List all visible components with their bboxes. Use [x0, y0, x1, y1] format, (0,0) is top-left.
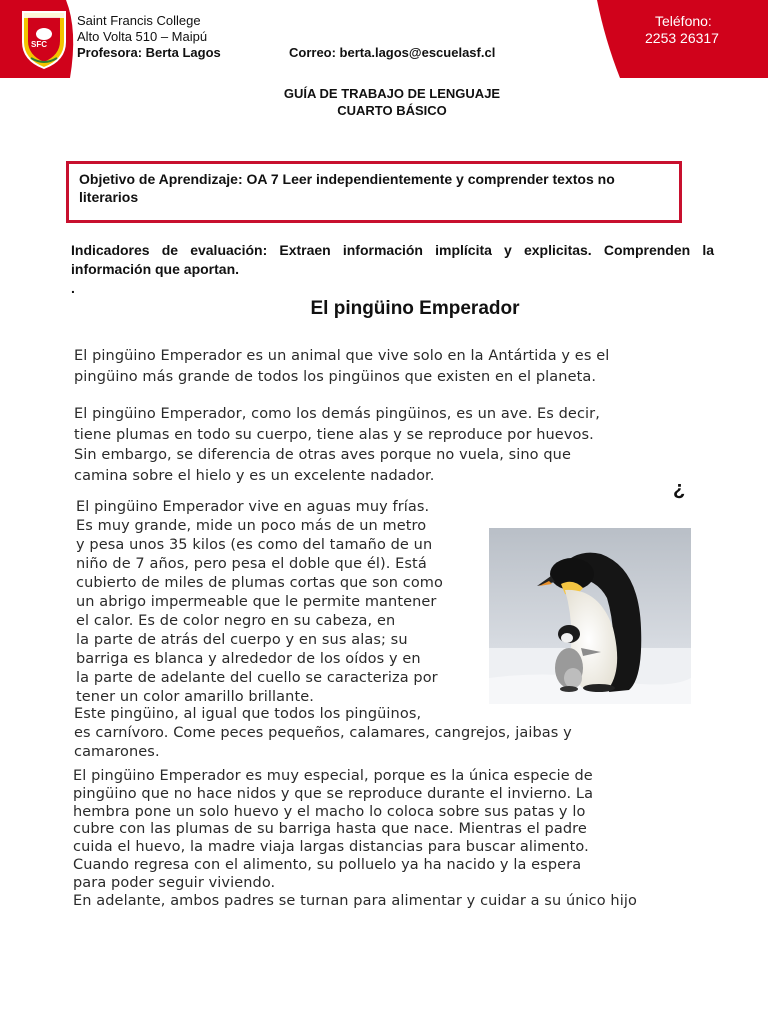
text-line: camina sobre el hielo y es un excelente nadador.	[74, 467, 435, 484]
indicators-line-2: información que aportan.	[71, 261, 240, 277]
text-line: para poder seguir viviendo.	[73, 874, 276, 891]
reading-title: El pingüino Emperador	[310, 298, 520, 319]
penguin-photo	[489, 528, 691, 704]
text-line: El pingüino Emperador, como los demás pingüinos, es un ave. Es decir,	[74, 406, 600, 422]
text-line: camarones.	[74, 744, 160, 760]
paragraph-3	[76, 498, 443, 707]
logo-text: SFC	[31, 40, 47, 49]
teacher-name: Profesora: Berta Lagos	[77, 45, 221, 60]
text-line: pingüino que no hace nidos y que se reproduce durante el invierno. La	[73, 785, 594, 802]
paragraph-2	[74, 404, 600, 486]
text-line: Este pingüino, al igual que todos los pingüinos,	[74, 706, 422, 722]
text-line: la parte de atrás del cuerpo y en sus alas; su	[76, 632, 408, 648]
text-line: la parte de adelante del cuello se caracteriza por	[76, 670, 438, 686]
school-address: Alto Volta 510 – Maipú	[77, 29, 208, 44]
phone-number: 2253 26317	[645, 30, 719, 46]
phone-label: Teléfono:	[655, 13, 712, 29]
teacher-email: Correo: berta.lagos@escuelasf.cl	[289, 45, 496, 60]
text-line: cubre con las plumas de su barriga hasta que nace. Mientras el padre	[73, 821, 587, 838]
text-line: un abrigo impermeable que le permite mantener	[76, 594, 437, 610]
school-logo-icon	[19, 8, 69, 70]
school-name: Saint Francis College	[77, 13, 201, 28]
text-line: Sin embargo, se diferencia de otras aves porque no vuela, sino que	[74, 447, 571, 463]
text-line: y pesa unos 35 kilos (es como del tamaño de un	[76, 537, 433, 553]
text-line: El pingüino Emperador es muy especial, porque es la única especie de	[73, 768, 593, 784]
text-line: El pingüino Emperador vive en aguas muy frías.	[76, 499, 430, 515]
text-line: tener un color amarillo brillante.	[76, 689, 314, 705]
indicators-line-1: Indicadores de evaluación: Extraen información implícita y explicitas. Comprenden la	[71, 242, 714, 258]
text-line: El pingüino Emperador es un animal que vive solo en la Antártida y es el	[74, 348, 610, 364]
text-line: barriga es blanca y alrededor de los oídos y en	[76, 651, 421, 667]
text-line: Cuando regresa con el alimento, su polluelo ya ha nacido y la espera	[73, 856, 582, 873]
text-line: cuida el huevo, la madre viaja largas distancias para buscar alimento.	[73, 839, 589, 856]
objective-line-2: literarios	[79, 189, 139, 205]
text-line: cubierto de miles de plumas cortas que son como	[76, 575, 444, 591]
text-line: es carnívoro. Come peces pequeños, calamares, cangrejos, jaibas y	[74, 725, 572, 741]
page-header	[0, 0, 768, 78]
evaluation-indicators	[71, 241, 714, 279]
text-line: En adelante, ambos padres se turnan para alimentar y cuidar a su único hijo	[73, 892, 637, 909]
text-line: tiene plumas en todo su cuerpo, tiene alas y se reproduce por huevos.	[74, 426, 594, 443]
indicators-dot: .	[71, 280, 75, 296]
objective-box	[66, 161, 682, 223]
objective-line-1: Objetivo de Aprendizaje: OA 7 Leer independientemente y comprender textos no	[79, 171, 615, 187]
paragraph-4	[74, 705, 572, 762]
paragraph-5	[73, 768, 637, 910]
text-line: el calor. Es de color negro en su cabeza, en	[76, 613, 396, 629]
text-line: hembra pone un solo huevo y el macho lo coloca sobre sus patas y lo	[73, 803, 586, 820]
guide-title: GUÍA DE TRABAJO DE LENGUAJE	[283, 86, 501, 101]
paragraph-1	[74, 346, 609, 387]
grade-title: CUARTO BÁSICO	[337, 103, 447, 118]
text-line: Es muy grande, mide un poco más de un metro	[76, 518, 427, 534]
question-mark: ¿	[673, 478, 686, 500]
text-line: niño de 7 años, pero pesa el doble que él). Está	[76, 556, 427, 572]
text-line: pingüino más grande de todos los pingüinos que existen en el planeta.	[74, 368, 597, 385]
